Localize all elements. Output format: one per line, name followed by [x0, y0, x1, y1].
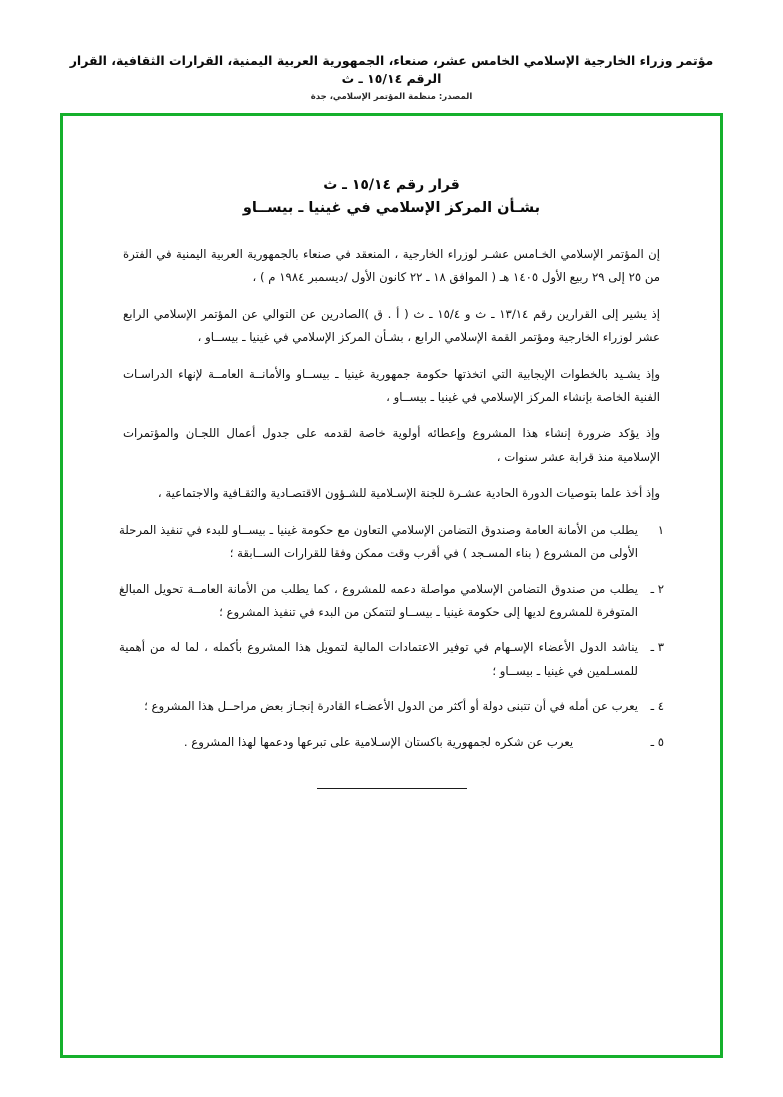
header-source: المصدر: منظمة المؤتمر الإسلامي، جدة: [310, 92, 473, 102]
clause-text: يناشد الدول الأعضاء الإسـهام في توفير الاعتمادات المالية لتمويل هذا المشروع بأكمله ، لما له من أهمية للمسـلمين في غينيا ـ بيســاو ؛: [119, 640, 638, 678]
clause-number: ٣ ـ: [650, 640, 664, 655]
clause-text: يعرب عن شكره لجمهورية باكستان الإسـلامية على تبرعها ودعمها لهذا المشروع .: [183, 734, 574, 749]
clause-item: [117, 695, 666, 718]
clause-item: [117, 578, 666, 625]
end-rule: [317, 788, 467, 789]
document-sheet: [63, 116, 720, 1055]
clause-item: [117, 636, 666, 683]
clause-text: يطلب من الأمانة العامة وصندوق التضامن الإسلامي التعاون مع حكومة غينيا ـ بيســاو للبدء في تنفيذ المرحلة الأولى من المشروع ( بناء المسـجد ) في أقرب وقت ممكن وفقا للقرارات الســابقة ؛: [119, 522, 638, 561]
clause-text: يعرب عن أمله في أن تتبنى دولة أو أكثر من الدول الأعضـاء القادرة إنجـاز بعض مراحــل هذا المشروع ؛: [144, 699, 638, 714]
clause-number: ٤ ـ: [650, 699, 664, 714]
clause-item: [117, 519, 666, 566]
preamble-paragraph: وإذ يشـيد بالخطوات الإيجابية التي اتخذتها حكومة جمهورية غينيا ـ بيســاو والأمانــة العامــة لإنهاء الدراسـات الفنية الخاصة بإنشاء المركز الإسلامي في غينيا ـ بيســاو ،: [123, 366, 660, 405]
clause-item: [117, 731, 666, 754]
preamble-paragraph: إذ يشير إلى القرارين رقم ١٣/١٤ ـ ث و ١٥/٤ ـ ث ( أ . ق )الصادرين عن التوالي عن المؤتمر الإسلامي الرابع عشر لوزراء الخارجية ومؤتمر القمة الإسلامي الرابع ، بشـأن المركز الإسلامي في غينيا ـ بيســاو ،: [123, 306, 661, 345]
clause-list: [117, 519, 666, 754]
document-frame: [60, 113, 723, 1058]
clause-number: ٥ ـ: [650, 734, 664, 749]
decision-number: قرار رقم ١٥/١٤ ـ ث: [323, 177, 460, 193]
clause-text: يطلب من صندوق التضامن الإسلامي مواصلة دعمه للمشروع ، كما يطلب من الأمانة العامــة تحويل المبالغ المتوفرة للمشروع لديها إلى حكومة غينيا ـ بيســاو لتتمكن من البدء في تنفيذ المشروع ؛: [119, 581, 638, 619]
document-header: [0, 52, 783, 102]
clause-number: ٢ ـ: [650, 581, 664, 596]
decision-subject: بشـأن المركز الإسلامي في غينيا ـ بيســاو: [242, 200, 541, 217]
preamble-paragraph: وإذ يؤكد ضرورة إنشاء هذا المشروع وإعطائه أولوية خاصة لقدمه على جدول أعمال اللجـان والمؤتمرات الإسلامية منذ قرابة عشر سنوات ،: [123, 426, 660, 464]
preamble-paragraph: إن المؤتمر الإسلامي الخـامس عشـر لوزراء الخارجية ، المنعقد في صنعاء بالجمهورية العربية اليمنية في الفترة من ٢٥ إلى ٢٩ ربيع الأول ١٤٠٥ هـ ( الموافق ١٨ ـ ٢٢ كانون الأول /ديسمبر ١٩٨٤ م ) ،: [123, 247, 660, 285]
clause-number: ١: [657, 522, 664, 537]
header-title: مؤتمر وزراء الخارجية الإسلامي الخامس عشر، صنعاء، الجمهورية العربية اليمنية، القرارات الثقافية، القرار الرقم ١٥/١٤ ـ ث: [69, 53, 714, 86]
preamble-paragraph: وإذ أخذ علما بتوصيات الدورة الحادية عشـرة للجنة الإسـلامية للشـؤون الاقتصـادية والثقـافية والاجتماعية ،: [157, 486, 660, 501]
